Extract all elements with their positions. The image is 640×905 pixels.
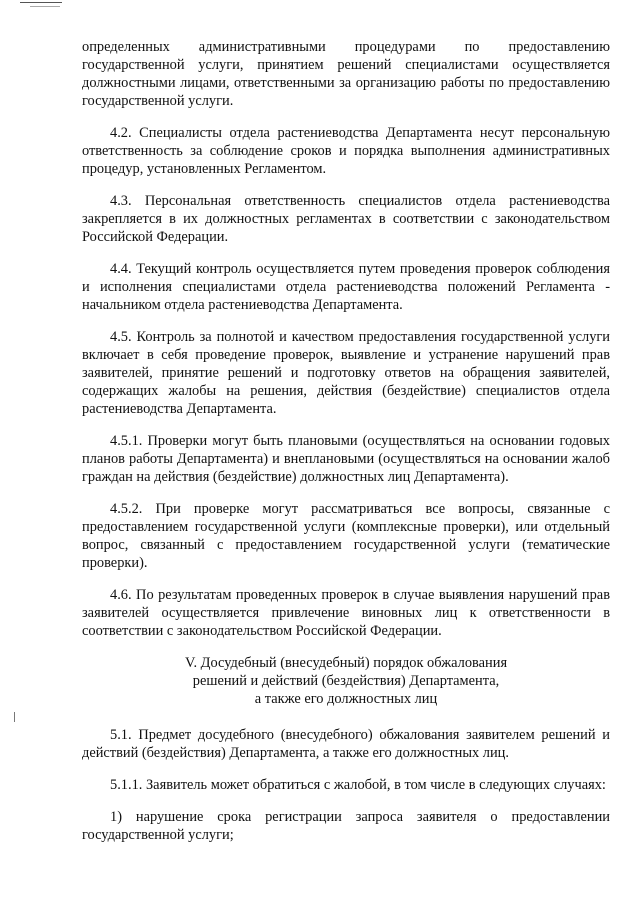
paragraph-4-2: 4.2. Специалисты отдела растениеводства Департамента несут персональную ответственность за соблюдение сроков и порядка выполнения административных процедур, установленных Регламентом.: [82, 125, 610, 177]
paragraph-5-1: 5.1. Предмет досудебного (внесудебного) обжалования заявителем решений и действий (бездействия) Департамента, а также его должностных лиц.: [82, 727, 610, 761]
paragraph-4-5-1: 4.5.1. Проверки могут быть плановыми (осуществляться на основании годовых планов работы Департамента) и внеплановыми (осуществляться на основании жалоб граждан на действия (бездействие) должностных лиц Департамента).: [82, 433, 610, 485]
paragraph-4-5: 4.5. Контроль за полнотой и качеством предоставления государственной услуги включает в себя проведение проверок, выявление и устранение нарушений прав заявителей, принятие решений и подготовку ответов на обращения заявителей, содержащих жалобы на решения, действия (бездействие) специалистов отдела растениеводства Департамента.: [82, 329, 610, 417]
paragraph-4-4: 4.4. Текущий контроль осуществляется путем проведения проверок соблюдения и исполнения специалистами отдела растениеводства положений Регламента - начальником отдела растениеводства Департамента.: [82, 261, 610, 313]
paragraph-continuation: определенных административными процедурами по предоставлению государственной услуги, принятием решений специалистами осуществляется должностными лицами, ответственными за организацию работы по предоставлению государственной услуги.: [82, 39, 610, 109]
top-rule-secondary: [30, 6, 60, 7]
margin-mark: [14, 712, 15, 722]
section-heading-line-2: решений и действий (бездействия) Департамента,: [192, 673, 500, 689]
document-body: [82, 38, 610, 858]
section-heading: [82, 654, 610, 708]
paragraph-item-1: 1) нарушение срока регистрации запроса заявителя о предоставлении государственной услуги;: [82, 809, 610, 843]
top-rule: [20, 2, 62, 3]
paragraph-4-3: 4.3. Персональная ответственность специалистов отдела растениеводства закрепляется в их должностных регламентах в соответствии с законодательством Российской Федерации.: [82, 193, 610, 245]
section-heading-line-1: V. Досудебный (внесудебный) порядок обжалования: [184, 655, 508, 671]
paragraph-4-5-2: 4.5.2. При проверке могут рассматриваться все вопросы, связанные с предоставлением государственной услуги (комплексные проверки), или отдельный вопрос, связанный с предоставлением государственной услуги (тематические проверки).: [82, 501, 610, 571]
section-heading-line-3: а также его должностных лиц: [254, 691, 438, 707]
paragraph-5-1-1: 5.1.1. Заявитель может обратиться с жалобой, в том числе в следующих случаях:: [110, 777, 606, 793]
paragraph-4-6: 4.6. По результатам проведенных проверок в случае выявления нарушений прав заявителей осуществляется привлечение виновных лиц к ответственности в соответствии с законодательством Российской Федерации.: [82, 587, 610, 639]
